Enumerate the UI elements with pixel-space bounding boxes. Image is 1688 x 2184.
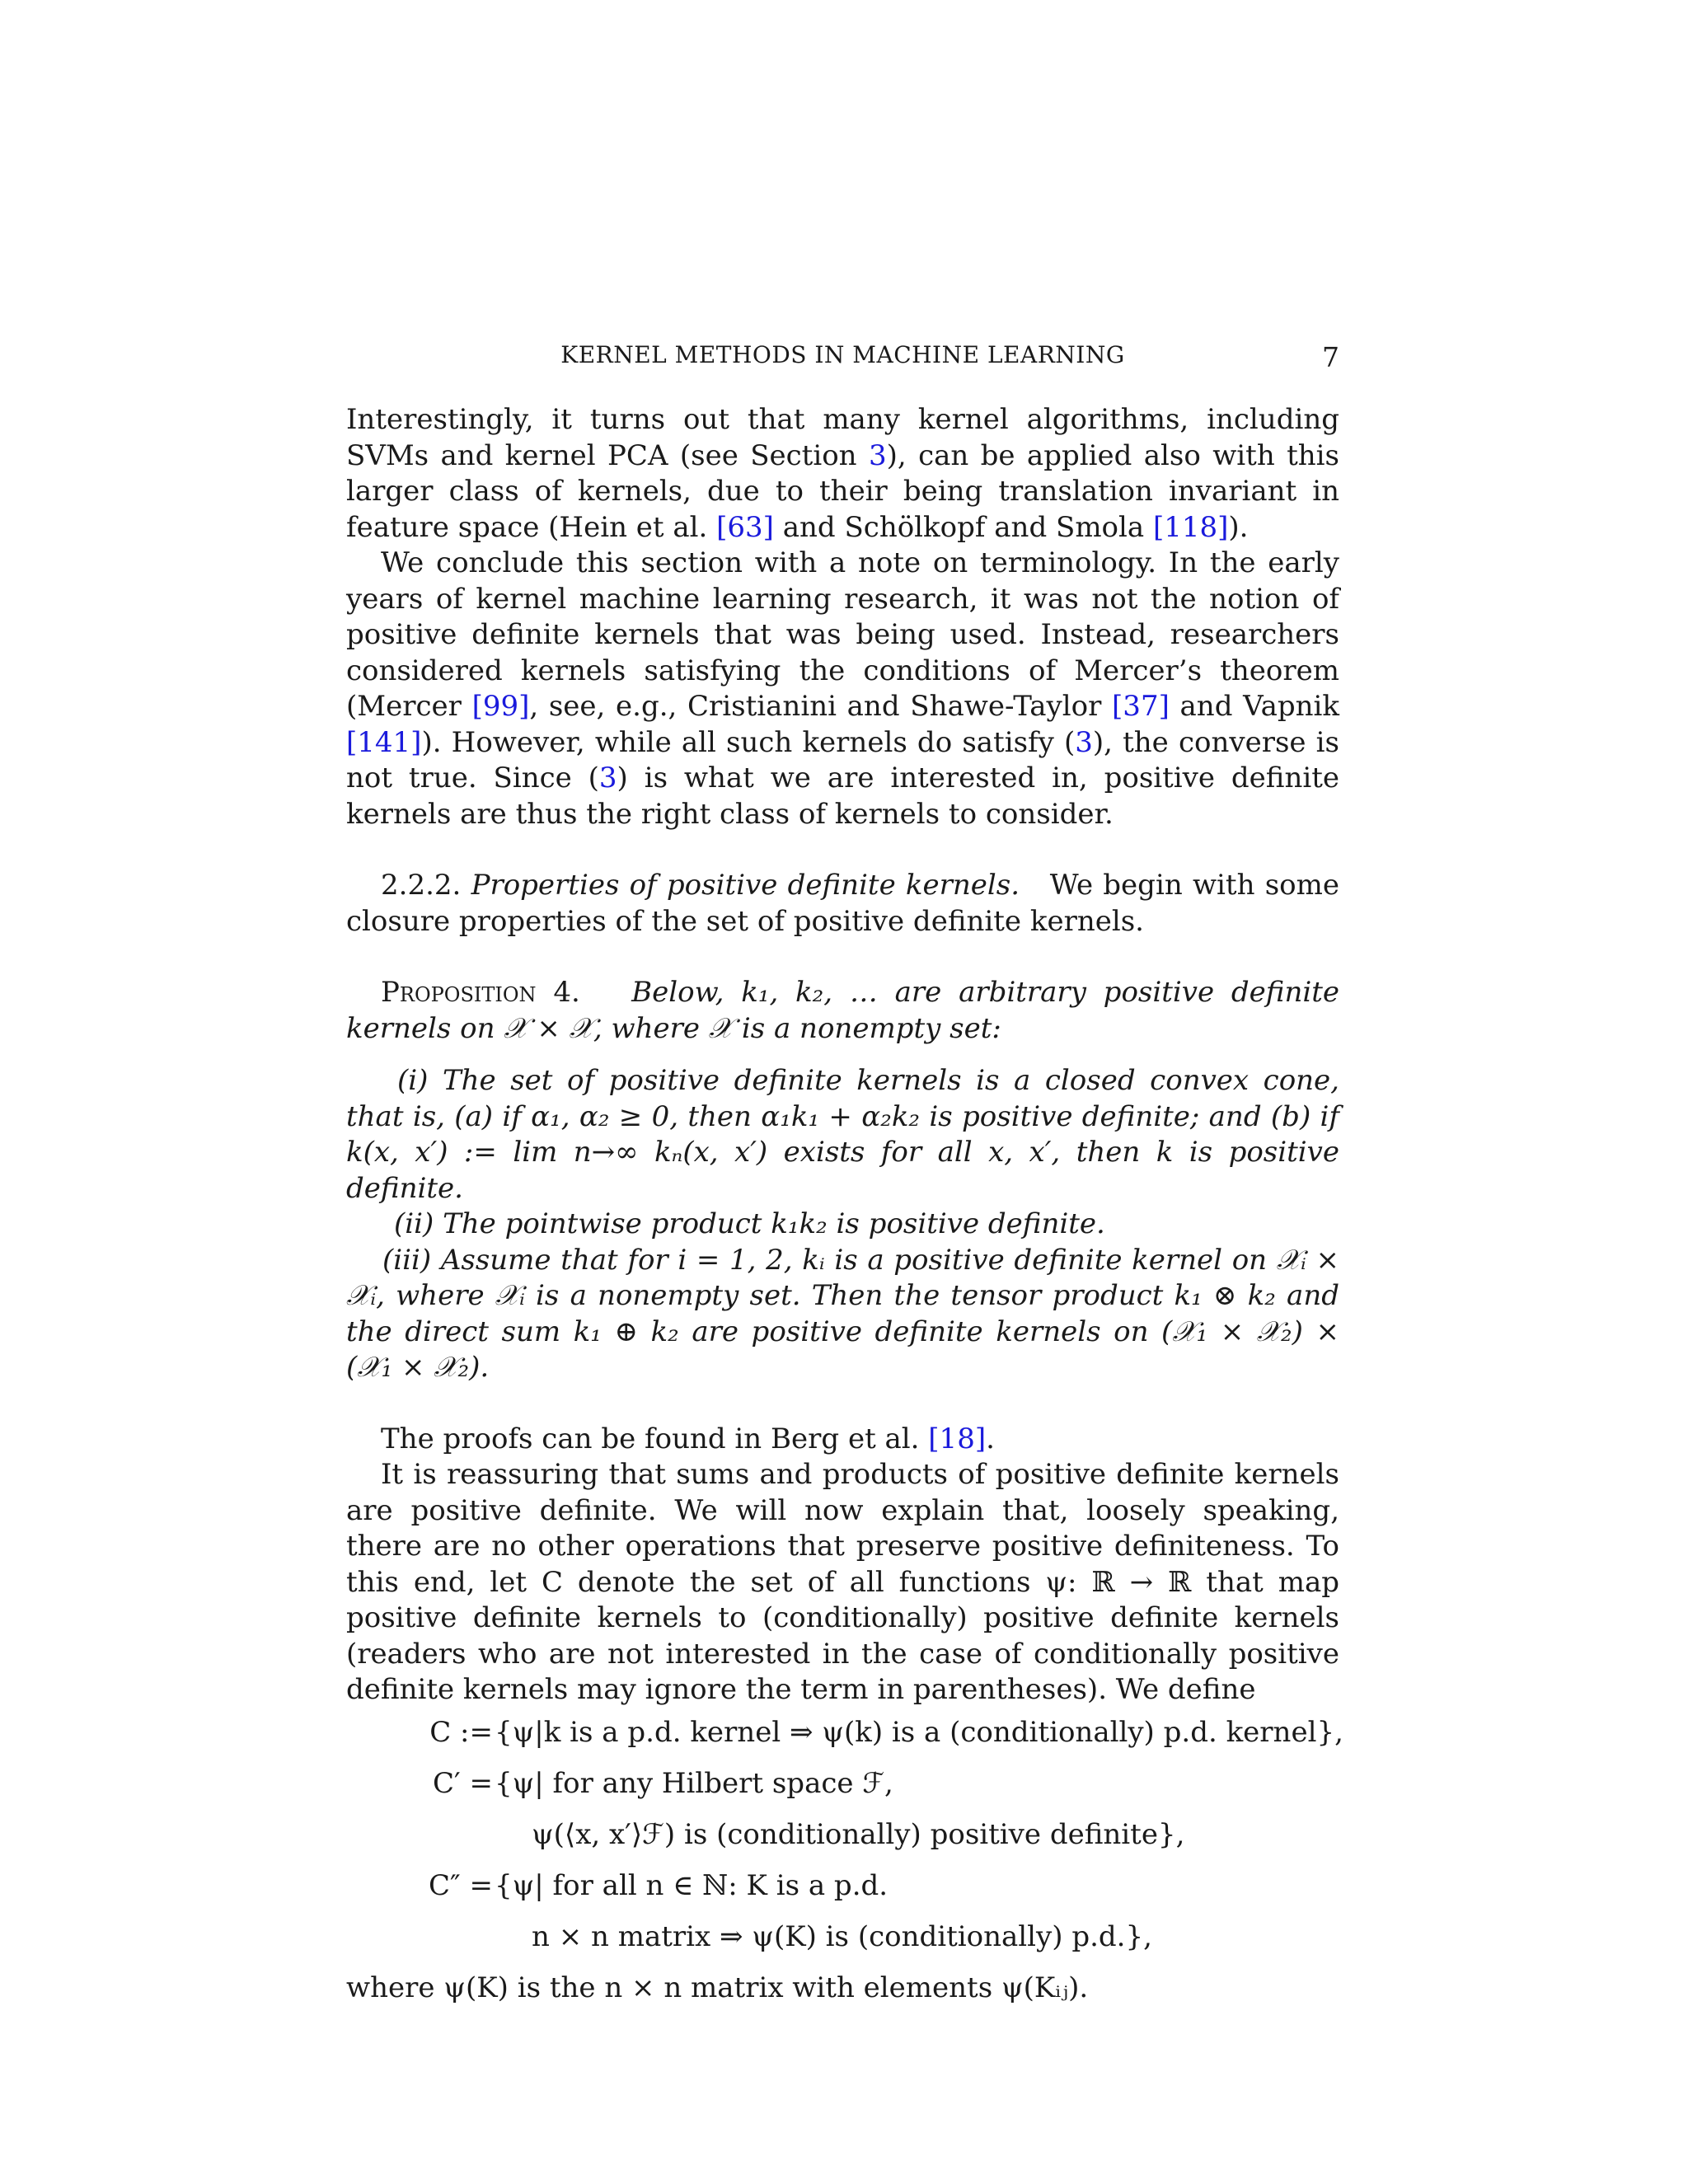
citation-link-118[interactable]: [118]: [1152, 510, 1229, 544]
proposition-item-ii: (ii) The pointwise product k₁k₂ is positive definite.: [394, 1207, 1105, 1240]
page-body: [346, 402, 1343, 2006]
equation-lhs: C :=: [429, 1715, 493, 1749]
equation-rhs: {ψ| for any Hilbert space ℱ,: [495, 1766, 893, 1800]
text-run: We conclude this section with a note on terminology. In the early years of kernel machine learning research, it was not the notion of positive definite kernels that was being used. Instead, researchers considered kernels satisfying the conditions of Mercer’s theorem (Mercer: [346, 546, 1339, 723]
equation-rhs: {ψ|k is a p.d. kernel ⇒ ψ(k) is a (conditionally) p.d. kernel},: [495, 1715, 1343, 1749]
citation-link-18[interactable]: [18]: [928, 1422, 987, 1455]
text-run: ) is what we are interested in, positive definite kernels are thus the right class of kernels to consider.: [346, 762, 1340, 831]
text-run: ), the converse is not true. Since (: [346, 725, 1339, 794]
running-title: KERNEL METHODS IN MACHINE LEARNING: [560, 341, 1125, 368]
equation-lhs: C′ =: [432, 1766, 493, 1800]
citation-link-63[interactable]: [63]: [716, 510, 774, 544]
equation-lhs: C″ =: [428, 1868, 493, 1902]
text-run: and Vapnik: [1169, 690, 1339, 723]
equation-block: [346, 1715, 1343, 1971]
equation-line: [346, 1868, 1339, 1919]
proposition-item-iii: (iii) Assume that for i = 1, 2, kᵢ is a positive definite kernel on 𝒳ᵢ × 𝒳ᵢ, where 𝒳ᵢ is a nonempty set. Then the tensor product k₁ ⊗ k₂ and the direct sum k₁ ⊕ k₂ are positive definite kernels on (𝒳₁ × 𝒳₂) × (𝒳₁ × 𝒳₂).: [346, 1243, 1339, 1384]
section-ref-link[interactable]: 3: [868, 438, 887, 472]
equation-ref-link[interactable]: 3: [1075, 725, 1093, 759]
proposition-label: Proposition 4.: [381, 976, 580, 1009]
equation-continuation: n × n matrix ⇒ ψ(K) is (conditionally) p.d.},: [532, 1919, 1152, 1953]
proposition-statement: Below, k₁, k₂, … are arbitrary positive definite kernels on 𝒳 × 𝒳, where 𝒳 is a nonempty set:: [346, 976, 1340, 1045]
subsection-paragraph: [346, 868, 1339, 940]
citation-link-37[interactable]: [37]: [1112, 690, 1170, 723]
proposition-item-i: (i) The set of positive definite kernels is a closed convex cone, that is, (a) if α₁, α₂ ≥ 0, then α₁k₁ + α₂k₂ is positive definite; and (b) if k(x, x′) := lim n→∞ kₙ(x, x′) exists for all x, x′, then k is positive definite.: [346, 1064, 1339, 1205]
paragraph-4: It is reassuring that sums and products of positive definite kernels are positive definite. We will now explain that, loosely speaking, there are no other operations that preserve positive definiteness. To this end, let C denote the set of all functions ψ: ℝ → ℝ that map positive definite kernels to (conditionally) positive definite kernels (readers who are not interested in the case of conditionally positive definite kernels may ignore the term in parentheses). We define: [346, 1458, 1339, 1706]
text-run: Interestingly, it turns out that many kernel algorithms, including SVMs and kernel PCA (see Section: [346, 403, 1339, 472]
text-run: The proofs can be found in Berg et al.: [381, 1422, 929, 1455]
text-run: ).: [1228, 510, 1249, 544]
text-run: ), can be applied also with this larger class of kernels, due to their being translation invariant in feature space (Hein et al.: [346, 438, 1339, 544]
equation-line: [346, 1766, 1339, 1817]
proposition-intro: [346, 975, 1339, 1047]
subsection-text: We begin with some closure properties of the set of positive definite kernels.: [346, 869, 1339, 938]
page-number: 7: [1322, 341, 1339, 373]
equation-line: [346, 1715, 1343, 1766]
text-run: ). However, while all such kernels do satisfy (: [421, 725, 1076, 759]
text-run: , see, e.g., Cristianini and Shawe-Taylor: [529, 690, 1113, 723]
equation-line: [346, 1919, 1339, 1971]
paragraph-2: [346, 546, 1339, 832]
running-head: [346, 341, 1339, 377]
equation-ref-link[interactable]: 3: [598, 762, 617, 794]
equation-rhs: {ψ| for all n ∈ ℕ: K is a p.d.: [495, 1868, 889, 1902]
equation-continuation: ψ(⟨x, x′⟩ℱ) is (conditionally) positive definite},: [532, 1817, 1185, 1851]
text-run: and Schölkopf and Smola: [773, 510, 1153, 544]
equation-line: [346, 1817, 1339, 1868]
paragraph-1: [346, 402, 1339, 546]
closing-line: where ψ(K) is the n × n matrix with elements ψ(Kᵢⱼ).: [346, 1971, 1089, 2004]
paragraph-3: [346, 1422, 1339, 1458]
subsection-title: Properties of positive definite kernels.: [471, 869, 1020, 902]
citation-link-141[interactable]: [141]: [346, 725, 422, 759]
citation-link-99[interactable]: [99]: [471, 690, 530, 723]
subsection-number: 2.2.2.: [381, 869, 462, 902]
text-run: .: [986, 1422, 995, 1455]
